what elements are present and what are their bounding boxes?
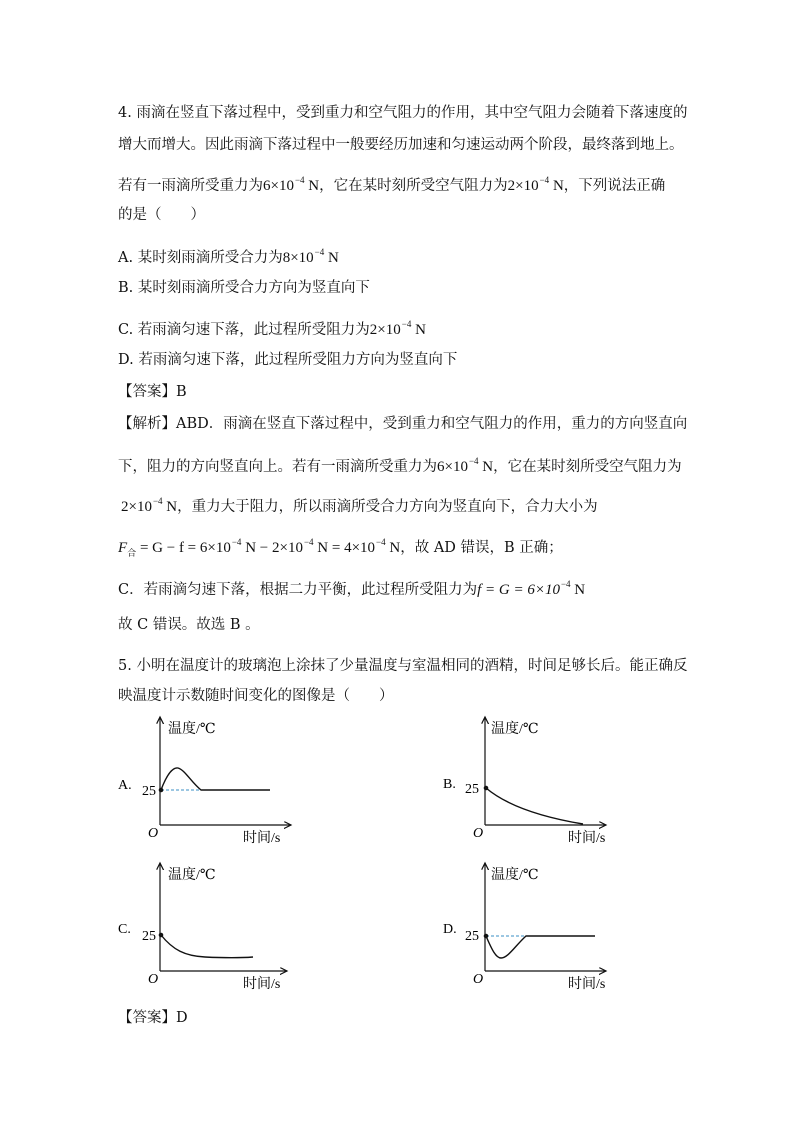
q4-line-1: 4. 雨滴在竖直下落过程中，受到重力和空气阻力的作用，其中空气阻力会随着下落速度的 (118, 105, 688, 121)
origin-label: O (148, 826, 159, 841)
start-point (159, 933, 164, 938)
q4-analysis-line-3 (121, 491, 598, 517)
text: A. 某时刻雨滴所受合力为 (118, 250, 283, 266)
equation: N = 4×10 (313, 540, 376, 556)
exponent: −4 (303, 537, 314, 547)
graph-c (115, 858, 315, 998)
formula (282, 247, 339, 266)
origin-label: O (473, 972, 484, 987)
tick-25: 25 (142, 929, 156, 944)
symbol-f: F (118, 540, 128, 556)
y-axis-label: 温度/℃ (491, 868, 539, 883)
exponent: −4 (468, 456, 479, 466)
origin-label: O (473, 826, 484, 841)
exponent: −4 (401, 319, 412, 329)
q4-analysis-line-1: 【解析】ABD．雨滴在竖直下落过程中，受到重力和空气阻力的作用，重力的方向竖直向 (118, 416, 688, 432)
exponent: −4 (231, 537, 242, 547)
curve-c (161, 935, 253, 958)
formula (437, 456, 494, 475)
formula (121, 496, 178, 515)
q4-analysis-line-5 (118, 574, 585, 600)
value: 6×10 (263, 178, 294, 194)
exponent: −4 (152, 496, 163, 506)
text: ，重力大于阻力，所以雨滴所受合力方向为竖直向下，合力大小为 (177, 499, 598, 515)
value: 6×10 (437, 459, 468, 475)
curve-d (486, 936, 595, 958)
start-point (484, 786, 489, 791)
q4-analysis-line-6: 故 C 错误。故选 B 。 (118, 617, 260, 633)
subscript: 合 (127, 548, 137, 558)
unit: N (308, 178, 320, 194)
y-axis-label: 温度/℃ (168, 868, 216, 883)
q4-line-4: 的是（ ） (118, 207, 205, 223)
exponent: −4 (294, 175, 305, 185)
q4-option-c (118, 314, 426, 340)
exponent: −4 (539, 175, 550, 185)
q4-analysis-line-2 (118, 451, 682, 477)
q4-line-2: 增大而增大。因此雨滴下落过程中一般要经历加速和匀速运动两个阶段，最终落到地上。 (118, 137, 684, 153)
text: 下，阻力的方向竖直向上。若有一雨滴所受重力为 (118, 459, 437, 475)
option-label: C. (118, 922, 131, 937)
graph-a (115, 712, 315, 852)
formula (369, 319, 426, 338)
q4-option-d: D. 若雨滴匀速下落，此过程所受阻力方向为竖直向下 (118, 352, 458, 368)
unit: N (574, 582, 586, 598)
equation: N (385, 540, 401, 556)
q5-line-1: 5. 小明在温度计的玻璃泡上涂抹了少量温度与室温相同的酒精，时间足够长后。能正确反 (118, 658, 688, 674)
text: ，下列说法正确 (563, 178, 666, 194)
y-axis-label: 温度/℃ (491, 722, 539, 737)
x-axis-label: 时间/s (568, 977, 606, 992)
exponent: −4 (560, 579, 571, 589)
graph-d (440, 858, 640, 998)
formula (118, 537, 401, 558)
tick-25: 25 (142, 784, 156, 799)
curve-a (161, 768, 270, 790)
text: C．若雨滴匀速下落，根据二力平衡，此过程所受阻力为 (118, 582, 478, 598)
unit: N (415, 322, 426, 338)
formula (507, 175, 564, 194)
x-axis-label: 时间/s (568, 831, 606, 846)
value: 2×10 (507, 178, 539, 194)
y-axis-label: 温度/℃ (168, 722, 216, 737)
equation: N − 2×10 (241, 540, 303, 556)
graph-b (440, 712, 640, 852)
unit: N (552, 178, 564, 194)
formula (263, 175, 320, 194)
q5-line-2: 映温度计示数随时间变化的图像是（ ） (118, 688, 394, 704)
q4-line-3 (118, 170, 665, 196)
q4-option-a (118, 242, 339, 268)
x-axis-label: 时间/s (243, 977, 281, 992)
unit: N (328, 250, 339, 266)
text: ，故 AD 错误，B 正确； (400, 540, 563, 556)
value: 8×10 (282, 250, 314, 266)
q4-option-b: B. 某时刻雨滴所受合力方向为竖直向下 (118, 280, 370, 296)
text: C. 若雨滴匀速下落，此过程所受阻力为 (118, 322, 370, 338)
unit: N (166, 499, 178, 515)
equation: f = G = 6×10 (477, 582, 560, 598)
text: ，它在某时刻所受空气阻力为 (493, 459, 682, 475)
value: 2×10 (121, 499, 152, 515)
x-axis-label: 时间/s (243, 831, 281, 846)
value: 2×10 (369, 322, 401, 338)
option-label: B. (443, 777, 456, 792)
option-label: A. (118, 778, 132, 793)
curve-b (486, 788, 583, 824)
start-point (159, 788, 164, 793)
equation: = G − f = 6×10 (136, 540, 231, 556)
origin-label: O (148, 972, 159, 987)
tick-25: 25 (465, 782, 479, 797)
start-point (484, 934, 489, 939)
unit: N (482, 459, 494, 475)
q4-answer: 【答案】B (118, 384, 187, 400)
text: ，它在某时刻所受空气阻力为 (319, 178, 508, 194)
formula (477, 579, 586, 598)
tick-25: 25 (465, 929, 479, 944)
exponent: −4 (314, 247, 325, 257)
q5-answer: 【答案】D (118, 1010, 188, 1026)
option-label: D. (443, 922, 457, 937)
exponent: −4 (376, 537, 386, 547)
text: 若有一雨滴所受重力为 (118, 178, 263, 194)
q4-analysis-line-4 (118, 532, 563, 563)
